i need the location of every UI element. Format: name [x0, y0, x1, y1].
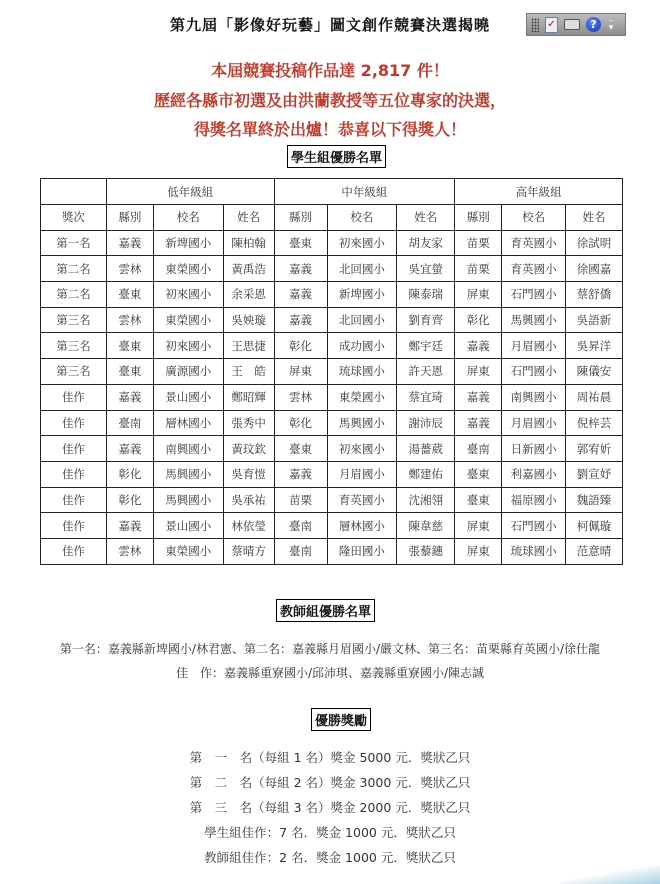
table-cell: 東榮國小 — [327, 384, 397, 410]
prize-line-second: 第 二 名（每組 2 名）獎金 3000 元．獎狀乙只 — [189, 775, 471, 790]
table-cell: 陳韋慈 — [397, 513, 455, 539]
table-cell: 苗栗 — [455, 230, 502, 256]
table-cell: 琉球國小 — [327, 359, 397, 385]
prize-line-third: 第 三 名（每組 3 名）獎金 2000 元．獎狀乙只 — [189, 800, 471, 815]
group-header-row — [41, 179, 623, 205]
table-cell: 沈湘翎 — [397, 487, 455, 513]
table-cell: 張秀中 — [223, 410, 274, 436]
table-cell: 佳作 — [41, 436, 107, 462]
table-cell: 黃玟欽 — [223, 436, 274, 462]
table-cell: 劉育齊 — [397, 307, 455, 333]
table-cell: 張藜鏸 — [397, 538, 455, 564]
table-cell: 育英國小 — [502, 230, 566, 256]
student-section-heading: 學生組優勝名單 — [287, 145, 386, 168]
table-row — [41, 513, 623, 539]
table-cell: 王思捷 — [223, 333, 274, 359]
table-cell: 東榮國小 — [153, 307, 223, 333]
table-cell: 嘉義 — [455, 384, 502, 410]
table-cell: 成功國小 — [327, 333, 397, 359]
column-header: 獎次 — [41, 205, 107, 231]
table-cell: 苗栗 — [455, 256, 502, 282]
overflow-icon[interactable]: –▾ — [608, 15, 614, 33]
table-cell: 余采恩 — [223, 282, 274, 308]
prize-line-first: 第 一 名（每組 1 名）獎金 5000 元．獎狀乙只 — [189, 750, 471, 765]
table-cell: 范意晴 — [566, 538, 623, 564]
table-cell: 嘉義 — [274, 307, 327, 333]
table-cell: 王 皓 — [223, 359, 274, 385]
table-cell: 鄭建佑 — [397, 461, 455, 487]
table-cell: 福原國小 — [502, 487, 566, 513]
table-cell: 第二名 — [41, 282, 107, 308]
table-cell: 廣源國小 — [153, 359, 223, 385]
table-cell: 徐試明 — [566, 230, 623, 256]
table-cell: 第三名 — [41, 359, 107, 385]
table-cell: 佳作 — [41, 384, 107, 410]
keyboard-icon[interactable] — [564, 17, 580, 33]
table-cell: 隆田國小 — [327, 538, 397, 564]
table-row — [41, 359, 623, 385]
table-cell: 柯佩璇 — [566, 513, 623, 539]
table-cell: 石門國小 — [502, 513, 566, 539]
announcement-line-2: 歷經各縣市初選及由洪蘭教授等五位專家的決選， — [153, 91, 506, 110]
table-cell: 苗栗 — [274, 487, 327, 513]
table-cell: 彰化 — [274, 410, 327, 436]
table-row — [41, 538, 623, 564]
table-cell: 嘉義 — [274, 461, 327, 487]
table-cell: 第三名 — [41, 307, 107, 333]
table-cell: 嘉義 — [106, 436, 153, 462]
teacher-section-heading: 教師組優勝名單 — [276, 599, 375, 622]
table-row — [41, 230, 623, 256]
table-cell: 佳作 — [41, 487, 107, 513]
announcement-line-3: 得獎名單終於出爐！恭喜以下得獎人！ — [193, 120, 466, 139]
table-cell: 景山國小 — [153, 384, 223, 410]
table-cell: 馬興國小 — [153, 487, 223, 513]
table-cell: 層林國小 — [153, 410, 223, 436]
teacher-winners-line-2: 佳 作：嘉義縣重寮國小/邱沛琪、嘉義縣重寮國小/陳志誠 — [175, 666, 485, 680]
table-cell: 陳柏翰 — [223, 230, 274, 256]
table-row — [41, 282, 623, 308]
column-header: 校名 — [502, 205, 566, 231]
table-cell: 嘉義 — [106, 230, 153, 256]
table-row — [41, 333, 623, 359]
table-cell: 蔡晴方 — [223, 538, 274, 564]
table-cell: 胡友家 — [397, 230, 455, 256]
prize-section-heading: 優勝獎勵 — [311, 708, 371, 731]
table-cell: 彰化 — [274, 333, 327, 359]
table-cell: 第一名 — [41, 230, 107, 256]
table-cell: 劉宣妤 — [566, 461, 623, 487]
table-cell: 屏東 — [455, 513, 502, 539]
table-cell: 雲林 — [274, 384, 327, 410]
table-cell: 陳儀安 — [566, 359, 623, 385]
table-row — [41, 410, 623, 436]
announcement-line-1: 本屆競賽投稿作品達 2,817 件！ — [211, 61, 449, 80]
column-header: 姓名 — [223, 205, 274, 231]
table-cell: 屏東 — [274, 359, 327, 385]
table-row — [41, 461, 623, 487]
table-cell: 景山國小 — [153, 513, 223, 539]
table-cell: 嘉義 — [106, 384, 153, 410]
table-cell: 層林國小 — [327, 513, 397, 539]
table-cell: 彰化 — [106, 461, 153, 487]
table-cell: 馬興國小 — [327, 410, 397, 436]
table-cell: 佳作 — [41, 410, 107, 436]
group-header-mid: 中年級組 — [274, 179, 455, 205]
table-cell: 月眉國小 — [502, 410, 566, 436]
table-row — [41, 384, 623, 410]
table-cell: 陳泰瑞 — [397, 282, 455, 308]
table-cell: 育英國小 — [327, 487, 397, 513]
table-cell: 月眉國小 — [502, 333, 566, 359]
table-cell: 徐國嘉 — [566, 256, 623, 282]
table-cell: 初來國小 — [153, 282, 223, 308]
table-cell: 鄭昭輝 — [223, 384, 274, 410]
table-cell: 初來國小 — [153, 333, 223, 359]
group-header-low: 低年級組 — [106, 179, 274, 205]
table-cell: 雲林 — [106, 256, 153, 282]
table-cell: 魏語臻 — [566, 487, 623, 513]
table-cell: 北回國小 — [327, 307, 397, 333]
table-cell: 初來國小 — [327, 230, 397, 256]
table-cell: 日新國小 — [502, 436, 566, 462]
table-cell: 許天恩 — [397, 359, 455, 385]
table-cell: 馬興國小 — [153, 461, 223, 487]
teacher-winners-line-1: 第一名：嘉義縣新埤國小/林君憲、第二名：嘉義縣月眉國小/嚴文林、第三名：苗栗縣育英國小/徐仕龍 — [59, 642, 601, 656]
table-cell: 臺東 — [455, 487, 502, 513]
table-cell: 利嘉國小 — [502, 461, 566, 487]
table-cell: 周祐晨 — [566, 384, 623, 410]
table-cell: 吳育愷 — [223, 461, 274, 487]
table-cell: 南興國小 — [502, 384, 566, 410]
table-cell: 屏東 — [455, 538, 502, 564]
group-header-high: 高年級組 — [455, 179, 623, 205]
table-cell: 南興國小 — [153, 436, 223, 462]
table-cell: 彰化 — [455, 307, 502, 333]
table-cell: 第二名 — [41, 256, 107, 282]
table-cell: 嘉義 — [455, 410, 502, 436]
table-cell: 倪梓芸 — [566, 410, 623, 436]
table-cell: 吳宜螢 — [397, 256, 455, 282]
table-cell: 雲林 — [106, 307, 153, 333]
table-cell: 鄭宇廷 — [397, 333, 455, 359]
table-cell: 新埤國小 — [153, 230, 223, 256]
table-cell: 臺南 — [274, 538, 327, 564]
table-cell: 吳昇洋 — [566, 333, 623, 359]
student-awards-table — [40, 178, 623, 565]
table-row — [41, 436, 623, 462]
decorative-corner-graphic — [560, 866, 660, 884]
prize-line-student-honorable: 學生組佳作：7 名．獎金 1000 元．獎狀乙只 — [204, 825, 456, 840]
table-cell: 嘉義 — [274, 256, 327, 282]
table-cell: 第三名 — [41, 333, 107, 359]
table-cell: 屏東 — [455, 359, 502, 385]
table-cell: 蔡宜琦 — [397, 384, 455, 410]
table-cell: 屏東 — [455, 282, 502, 308]
table-cell: 吳語新 — [566, 307, 623, 333]
table-cell: 月眉國小 — [327, 461, 397, 487]
table-cell: 彰化 — [106, 487, 153, 513]
table-cell: 嘉義 — [455, 333, 502, 359]
table-cell: 臺東 — [106, 359, 153, 385]
table-cell: 黃禹浩 — [223, 256, 274, 282]
page-title: 第九屆「影像好玩藝」圖文創作競賽決選揭曉 — [169, 16, 490, 34]
column-header: 縣別 — [274, 205, 327, 231]
table-cell: 琉球國小 — [502, 538, 566, 564]
table-cell: 謝沛辰 — [397, 410, 455, 436]
column-header: 姓名 — [566, 205, 623, 231]
table-cell: 嘉義 — [274, 282, 327, 308]
table-cell: 嘉義 — [106, 513, 153, 539]
table-cell: 佳作 — [41, 538, 107, 564]
column-header: 姓名 — [397, 205, 455, 231]
table-row — [41, 487, 623, 513]
table-cell: 林依瑩 — [223, 513, 274, 539]
table-cell: 東榮國小 — [153, 538, 223, 564]
empty-corner-cell — [41, 179, 107, 205]
table-cell: 臺東 — [274, 230, 327, 256]
table-cell: 佳作 — [41, 513, 107, 539]
table-cell: 臺東 — [106, 333, 153, 359]
table-cell: 初來國小 — [327, 436, 397, 462]
help-icon[interactable]: ? — [586, 17, 601, 32]
table-cell: 馬興國小 — [502, 307, 566, 333]
table-row — [41, 307, 623, 333]
table-cell: 臺東 — [106, 282, 153, 308]
table-cell: 湯薔葳 — [397, 436, 455, 462]
table-cell: 石門國小 — [502, 359, 566, 385]
table-cell: 臺東 — [274, 436, 327, 462]
table-row — [41, 256, 623, 282]
table-cell: 臺東 — [455, 461, 502, 487]
table-cell: 郭宥妡 — [566, 436, 623, 462]
table-cell: 新埤國小 — [327, 282, 397, 308]
table-cell: 蔡舒僑 — [566, 282, 623, 308]
table-cell: 雲林 — [106, 538, 153, 564]
column-header: 校名 — [153, 205, 223, 231]
floating-toolbar[interactable] — [526, 13, 626, 36]
table-cell: 臺南 — [274, 513, 327, 539]
table-cell: 吳承祐 — [223, 487, 274, 513]
prize-line-teacher-honorable: 教師組佳作：2 名．獎金 1000 元．獎狀乙只 — [204, 850, 456, 865]
table-cell: 吳姎璇 — [223, 307, 274, 333]
column-header-row — [41, 205, 623, 231]
column-header: 縣別 — [455, 205, 502, 231]
table-cell: 東榮國小 — [153, 256, 223, 282]
table-cell: 臺南 — [455, 436, 502, 462]
table-cell: 育英國小 — [502, 256, 566, 282]
grip-icon[interactable] — [531, 18, 539, 32]
table-cell: 臺南 — [106, 410, 153, 436]
column-header: 縣別 — [106, 205, 153, 231]
table-cell: 石門國小 — [502, 282, 566, 308]
table-cell: 佳作 — [41, 461, 107, 487]
checklist-document-icon[interactable]: ✓ — [545, 17, 558, 33]
table-cell: 北回國小 — [327, 256, 397, 282]
column-header: 校名 — [327, 205, 397, 231]
